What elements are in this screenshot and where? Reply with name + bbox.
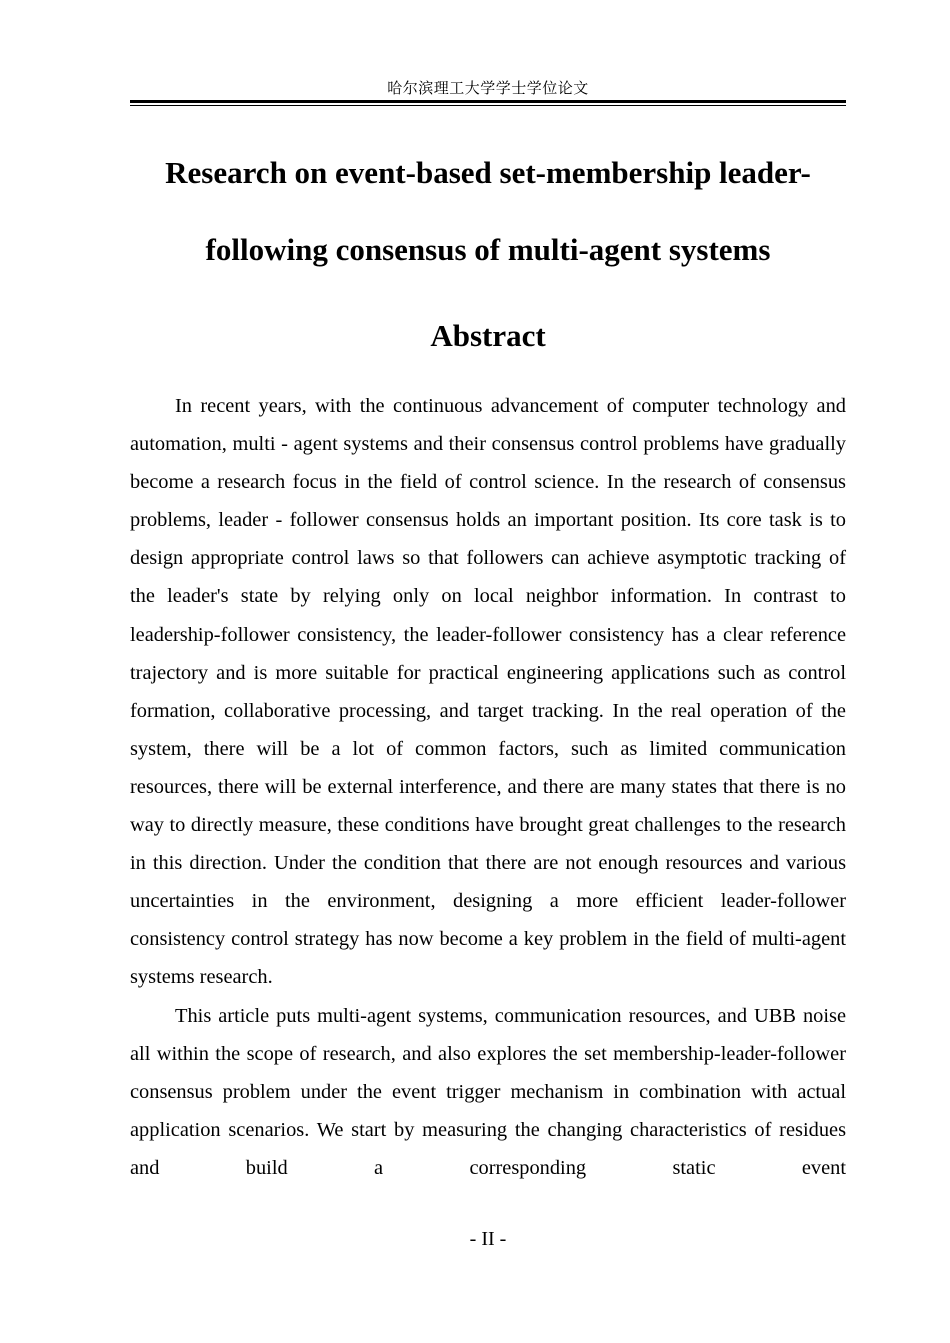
header-rule-thin [130, 105, 846, 106]
abstract-paragraph-2: This article puts multi-agent systems, communication resources, and UBB noise all within the scope of research, and also explores the set membership-leader-follower consensus problem under the event trigger mechanism in combination with actual application scenarios. We start by measuring the changing characteristics of residues and build a corresponding static event [130, 1004, 846, 1179]
abstract-heading: Abstract [430, 318, 546, 353]
header-rule-thick [130, 100, 846, 103]
abstract-paragraph-1: In recent years, with the continuous advancement of computer technology and automation, multi - agent systems and their consensus control problems have gradually become a research focus in the field of control science. In the research of consensus problems, leader - follower consensus holds an important position. Its core task is to design appropriate control laws so that followers can achieve asymptotic tracking of the leader's state by relying only on local neighbor information. In contrast to leadership-follower consistency, the leader-follower consistency has a clear reference trajectory and is more suitable for practical engineering applications such as control formation, collaborative processing, and target tracking. In the real operation of the system, there will be a lot of common factors, such as limited communication resources, there will be external interference, and there are many states that there is no way to directly measure, these conditions have brought great challenges to the research in this direction. Under the condition that there are not enough resources and various uncertainties in the environment, designing a more efficient leader-follower consistency control strategy has now become a key problem in the field of multi-agent systems research. [130, 395, 846, 989]
abstract-body [130, 387, 846, 1187]
title-line-1: Research on event-based set-membership leader- [165, 155, 811, 190]
page-number: - II - [469, 1228, 507, 1250]
title-line-2: following consensus of multi-agent systems [205, 232, 771, 267]
running-header: 哈尔滨理工大学学士学位论文 [387, 79, 589, 97]
